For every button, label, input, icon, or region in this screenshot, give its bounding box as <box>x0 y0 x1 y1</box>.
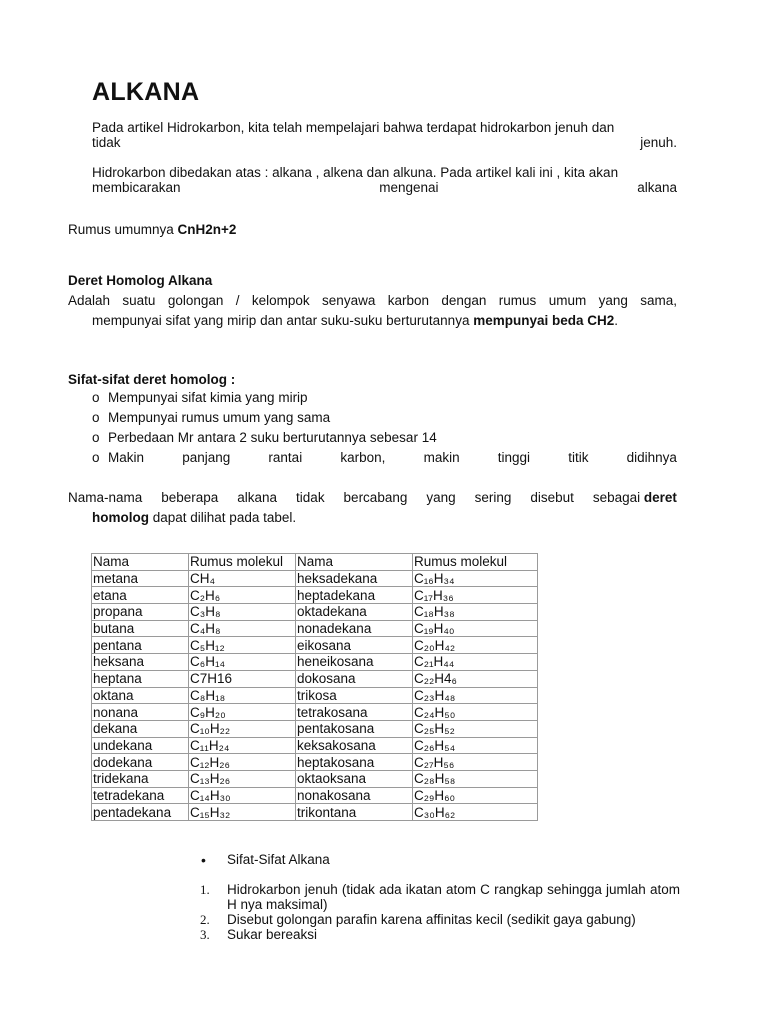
list-item-text: Mempunyai sifat kimia yang mirip <box>108 390 308 405</box>
table-cell: C₈H₁₈ <box>189 687 296 704</box>
table-cell: pentakosana <box>296 720 413 737</box>
table-cell: heptakosana <box>296 754 413 771</box>
word: makin <box>423 450 460 465</box>
table-cell: C₄H₈ <box>189 620 296 637</box>
table-cell: trikosa <box>296 687 413 704</box>
table-cell: oktana <box>92 687 189 704</box>
intro-1-line-2 <box>92 135 677 150</box>
table-cell: heneikosana <box>296 654 413 671</box>
table-cell: oktaoksana <box>296 770 413 787</box>
table-cell: dekana <box>92 720 189 737</box>
list-item-text: Sukar bereaksi <box>227 927 318 942</box>
table-cell: C₁₁H₂₄ <box>189 737 296 754</box>
table-cell: butana <box>92 620 189 637</box>
table-cell: eikosana <box>296 637 413 654</box>
table-cell: etana <box>92 587 189 604</box>
table-cell: C₁₀H₂₂ <box>189 720 296 737</box>
list-number: 2. <box>200 912 210 927</box>
word: beberapa <box>161 490 219 505</box>
table-cell: C₁₅H₃₂ <box>189 804 296 821</box>
list-item-text: Perbedaan Mr antara 2 suku berturutannya sebesar 14 <box>108 430 437 445</box>
table-header-cell: Nama <box>92 554 189 571</box>
table-row <box>92 737 538 754</box>
table-cell: nonana <box>92 704 189 721</box>
word: disebut <box>530 490 574 505</box>
list-marker: o <box>92 450 100 465</box>
table-header-cell: Nama <box>296 554 413 571</box>
table-cell: C₁₇H₃₆ <box>413 587 538 604</box>
table-cell: C₂₄H₅₀ <box>413 704 538 721</box>
table-row <box>92 637 538 654</box>
intro-2-word: membicarakan <box>92 180 181 195</box>
word: sering <box>474 490 512 505</box>
table-row <box>92 704 538 721</box>
homolog-line-1: Adalah suatu golongan / kelompok senyawa karbon dengan rumus umum yang sama, <box>68 293 677 308</box>
alkana-props-list <box>200 882 680 942</box>
table-cell: C7H16 <box>189 670 296 687</box>
list-marker: o <box>92 390 100 405</box>
word <box>593 490 677 505</box>
table-cell: heksana <box>92 654 189 671</box>
table-cell: C₃H₈ <box>189 604 296 621</box>
table-row <box>92 787 538 804</box>
table-cell: C₁₃H₂₆ <box>189 770 296 787</box>
word: karbon, <box>340 450 386 465</box>
intro-1-word: jenuh. <box>640 135 677 150</box>
table-cell: keksakosana <box>296 737 413 754</box>
table-cell: dokosana <box>296 670 413 687</box>
table-row <box>92 720 538 737</box>
names-line-1 <box>68 490 677 505</box>
word: Nama-nama <box>68 490 143 505</box>
table-cell: C₁₄H₃₀ <box>189 787 296 804</box>
list-item <box>92 448 677 468</box>
word: panjang <box>182 450 231 465</box>
list-number: 1. <box>200 882 210 897</box>
table-cell: nonakosana <box>296 787 413 804</box>
bullet-icon: • <box>201 852 206 868</box>
alkane-table <box>91 553 538 821</box>
intro-2-line-1: Hidrokarbon dibedakan atas : alkana , alkena dan alkuna. Pada artikel kali ini , kita akan <box>92 165 619 180</box>
list-item-text: Mempunyai rumus umum yang sama <box>108 410 331 425</box>
table-cell: C₂₀H₄₂ <box>413 637 538 654</box>
table-cell: C₂₇H₅₆ <box>413 754 538 771</box>
table-cell: propana <box>92 604 189 621</box>
table-row <box>92 654 538 671</box>
table-cell: C₂H₆ <box>189 587 296 604</box>
table-row <box>92 687 538 704</box>
homolog-line-2 <box>92 313 618 328</box>
word: sebagai <box>592 490 641 505</box>
table-cell: tetrakosana <box>296 704 413 721</box>
table-row <box>92 570 538 587</box>
word: bercabang <box>343 490 408 505</box>
names-rest: dapat dilihat pada tabel. <box>149 510 297 525</box>
table-cell: C₂₁H₄₄ <box>413 654 538 671</box>
page-title: ALKANA <box>92 78 200 106</box>
table-cell: C₁₆H₃₄ <box>413 570 538 587</box>
intro-2-line-2 <box>92 180 677 195</box>
table-cell: tridekana <box>92 770 189 787</box>
table-cell: C₂₃H₄₈ <box>413 687 538 704</box>
list-item <box>92 408 677 428</box>
table-row <box>92 620 538 637</box>
intro-1-word: tidak <box>92 135 121 150</box>
table-cell: C₂₆H₅₄ <box>413 737 538 754</box>
formula-value: CnH2n+2 <box>177 222 237 237</box>
list-item <box>92 388 677 408</box>
props-heading: Sifat-sifat deret homolog : <box>68 372 236 387</box>
table-header-cell: Rumus molekul <box>189 554 296 571</box>
names-line-2 <box>92 510 296 525</box>
table-cell: pentadekana <box>92 804 189 821</box>
table-cell: C₃₀H₆₂ <box>413 804 538 821</box>
table-row <box>92 604 538 621</box>
word: titik <box>568 450 589 465</box>
word: tinggi <box>497 450 531 465</box>
word: didihnya <box>626 450 677 465</box>
table-cell: undekana <box>92 737 189 754</box>
table-cell: C₂₅H₅₂ <box>413 720 538 737</box>
homolog-text: mempunyai sifat yang mirip dan antar suku-suku berturutannya <box>92 313 474 328</box>
table-row <box>92 804 538 821</box>
table-cell: C₅H₁₂ <box>189 637 296 654</box>
list-marker: o <box>92 430 100 445</box>
table-cell: dodekana <box>92 754 189 771</box>
intro-2-word: alkana <box>637 180 677 195</box>
table-row <box>92 754 538 771</box>
list-item-text <box>108 448 677 468</box>
bold-word: deret <box>643 490 677 505</box>
table-cell: metana <box>92 570 189 587</box>
word: alkana <box>237 490 278 505</box>
table-row <box>92 770 538 787</box>
table-cell: nonadekana <box>296 620 413 637</box>
table-cell: C₂₂H4₆ <box>413 670 538 687</box>
table-header-row <box>92 554 538 571</box>
table-row <box>92 587 538 604</box>
list-number: 3. <box>200 927 210 942</box>
table-cell: C₆H₁₄ <box>189 654 296 671</box>
word: tidak <box>296 490 325 505</box>
list-item-text: Hidrokarbon jenuh (tidak ada ikatan atom C rangkap sehingga jumlah atom H nya maksimal) <box>227 882 680 912</box>
props-list <box>92 388 677 468</box>
general-formula <box>68 222 236 237</box>
table-row <box>92 670 538 687</box>
table-cell: C₂₈H₅₈ <box>413 770 538 787</box>
word: yang <box>426 490 456 505</box>
bold-word: homolog <box>92 510 149 525</box>
word: Makin <box>108 450 145 465</box>
intro-1-line-1: Pada artikel Hidrokarbon, kita telah mempelajari bahwa terdapat hidrokarbon jenuh dan <box>92 120 615 135</box>
list-item <box>92 428 677 448</box>
table-cell: C₁₈H₃₈ <box>413 604 538 621</box>
homolog-heading: Deret Homolog Alkana <box>68 273 213 288</box>
list-item-text: Disebut golongan parafin karena affinitas kecil (sedikit gaya gabung) <box>227 912 636 927</box>
list-item <box>200 882 680 912</box>
word: rantai <box>268 450 303 465</box>
list-marker: o <box>92 410 100 425</box>
table-cell: heptadekana <box>296 587 413 604</box>
table-cell: oktadekana <box>296 604 413 621</box>
table-cell: tetradekana <box>92 787 189 804</box>
list-item <box>200 912 680 927</box>
formula-prefix: Rumus umumnya <box>68 222 178 237</box>
table-cell: pentana <box>92 637 189 654</box>
table-cell: C₉H₂₀ <box>189 704 296 721</box>
table-cell: trikontana <box>296 804 413 821</box>
alkana-props-heading: Sifat-Sifat Alkana <box>227 852 330 867</box>
table-header-cell: Rumus molekul <box>413 554 538 571</box>
homolog-bold: mempunyai beda CH2 <box>473 313 615 328</box>
table-cell: CH₄ <box>189 570 296 587</box>
table-cell: C₁₉H₄₀ <box>413 620 538 637</box>
table-cell: C₁₂H₂₆ <box>189 754 296 771</box>
table-cell: heksadekana <box>296 570 413 587</box>
table-cell: heptana <box>92 670 189 687</box>
table-cell: C₂₉H₆₀ <box>413 787 538 804</box>
intro-2-word: mengenai <box>379 180 439 195</box>
homolog-end: . <box>614 313 619 328</box>
list-item <box>200 927 680 942</box>
